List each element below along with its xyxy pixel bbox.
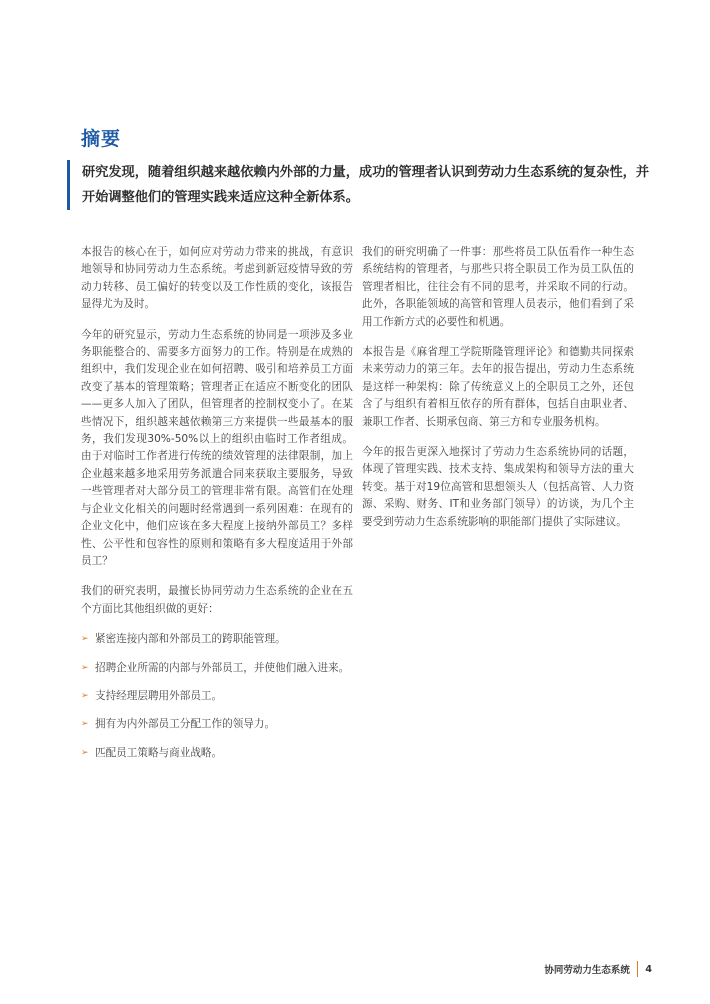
- footer-title: 协同劳动力生态系统: [544, 965, 630, 976]
- bullet-list: [81, 631, 353, 762]
- right-column: [362, 244, 634, 544]
- paragraph: 我们的研究明确了一件事：那些将员工队伍看作一种生态系统结构的管理者，与那些只将全职员工作为员工队伍的管理者相比，往往会有不同的思考，并采取不同的行动。此外，各职能领域的高管和管理人员表示，他们看到了采用工作新方式的必要性和机遇。: [362, 246, 634, 328]
- footer-divider: [637, 961, 639, 977]
- page-title: 摘要: [81, 128, 122, 150]
- arrow-bullet-icon: ➢: [81, 662, 89, 673]
- bullet-text: 拥有为内外部员工分配工作的领导力。: [95, 718, 276, 731]
- summary-callout: 研究发现，随着组织越来越依赖内外部的力量，成功的管理者认识到劳动力生态系统的复杂性，并开始调整他们的管理实践来适应这种全新体系。: [67, 160, 662, 210]
- arrow-bullet-icon: ➢: [81, 719, 89, 730]
- bullet-text: 紧密连接内部和外部员工的跨职能管理。: [95, 633, 286, 646]
- bullet-text: 匹配员工策略与商业战略。: [95, 746, 223, 759]
- paragraph: 今年的报告更深入地探讨了劳动力生态系统协同的话题，体现了管理实践、技术支持、集成架构和领导方法的重大转变。基于对19位高管和思想领头人（包括高管、人力资源、采购、财务、IT和业务部门领导）的访谈，为几个主要受到劳动力生态系统影响的职能部门提供了实际建议。: [362, 446, 634, 528]
- list-item: [81, 631, 353, 648]
- list-item: [81, 688, 353, 705]
- bullet-text: 支持经理层聘用外部员工。: [95, 689, 223, 702]
- page-footer: [544, 961, 652, 977]
- paragraph: 我们的研究表明，最擅长协同劳动力生态系统的企业在五个方面比其他组织做的更好：: [81, 585, 353, 615]
- list-item: [81, 745, 353, 762]
- arrow-bullet-icon: ➢: [81, 690, 89, 701]
- page-number: 4: [645, 963, 652, 975]
- list-item: [81, 716, 353, 733]
- bullet-text: 招聘企业所需的内部与外部员工，并使他们融入进来。: [95, 661, 350, 674]
- paragraph: 今年的研究显示，劳动力生态系统的协同是一项涉及多业务职能整合的、需要多方面努力的工作。特别是在成熟的组织中，我们发现企业在如何招聘、吸引和培养员工方面改变了基本的管理策略；管理者正在适应不断变化的团队——更多人加入了团队，但管理者的控制权变小了。在某些情况下，组织越来越依赖第三方来提供一些最基本的服务，我们发现30%-50%以上的组织由临时工作者组成。由于对临时工作者进行传统的绩效管理的法律限制，加上企业越来越多地采用劳务派遣合同来获取主要服务，导致一些管理者对大部分员工的管理非常有限。高管们在处理与企业文化相关的问题时经常遇到一系列困难：在现有的企业文化中，他们应该在多大程度上接纳外部员工？多样性、公平性和包容性的原则和策略有多大程度适用于外部员工？: [81, 328, 353, 567]
- list-item: [81, 660, 353, 677]
- left-column: [81, 244, 353, 773]
- arrow-bullet-icon: ➢: [81, 747, 89, 758]
- paragraph: 本报告是《麻省理工学院斯隆管理评论》和德勤共同探索未来劳动力的第三年。去年的报告提出，劳动力生态系统是这样一种架构：除了传统意义上的全职员工之外，还包含了与组织有着相互依存的所有群体，包括自由职业者、兼职工作者、长期承包商、第三方和专业服务机构。: [362, 346, 634, 428]
- arrow-bullet-icon: ➢: [81, 634, 89, 645]
- paragraph: 本报告的核心在于，如何应对劳动力带来的挑战，有意识地领导和协同劳动力生态系统。考虑到新冠疫情导致的劳动力转移、员工偏好的转变以及工作性质的变化，该报告显得尤为及时。: [81, 246, 353, 311]
